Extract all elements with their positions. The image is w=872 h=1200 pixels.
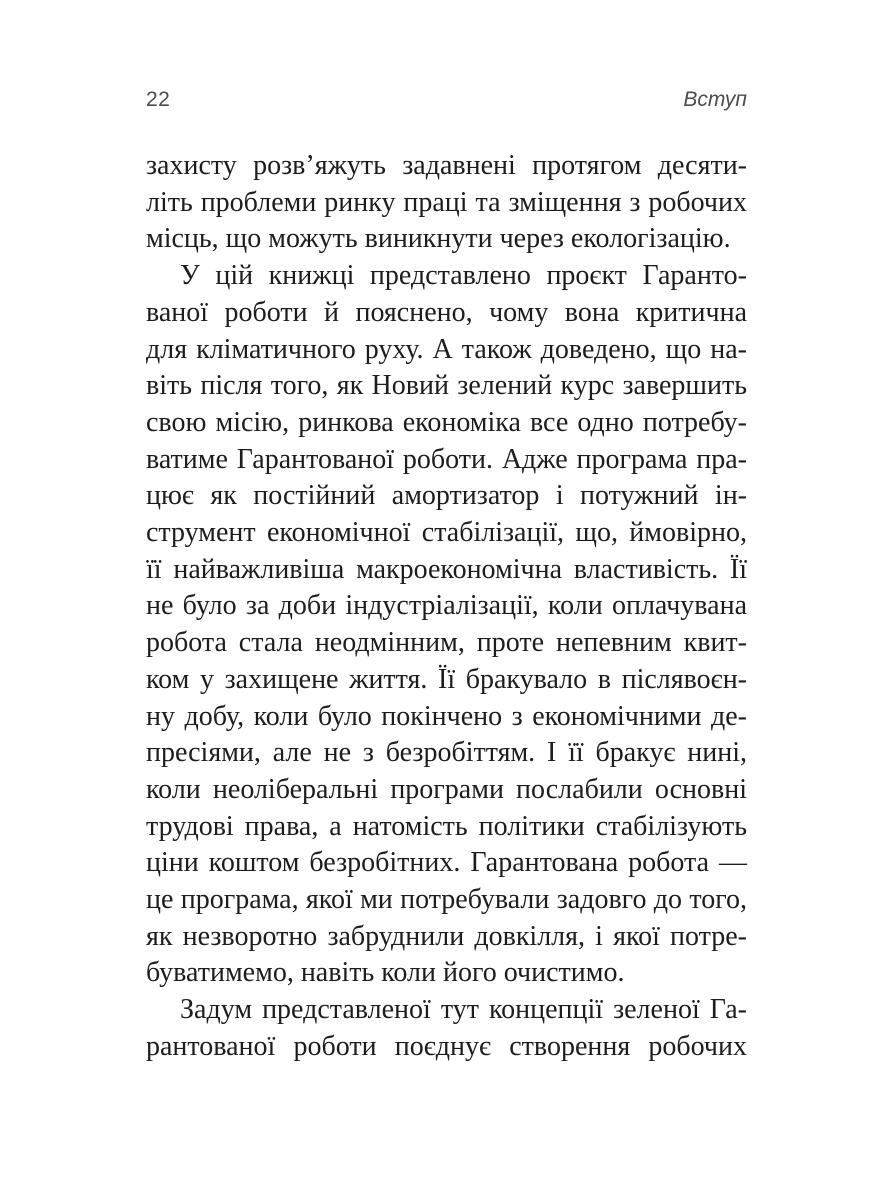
text-line: захисту розв’яжуть задавнені протягом десяти- (146, 150, 747, 181)
text-line: літь проблеми ринку праці та зміщення з робочих (146, 186, 747, 218)
text-line: для кліматичного руху. А також доведено, що на- (146, 333, 747, 365)
running-header (146, 88, 747, 112)
text-line: не було за доби індустріалізації, коли оплачувана (146, 590, 747, 622)
text-line: коли неоліберальні програми послабили основні (146, 773, 747, 805)
text-line: Задум представленої тут концепції зеленої Га- (180, 994, 747, 1026)
text-line: ну добу, коли було покінчено з економічними де- (146, 700, 747, 732)
text-line: її найважливіша макроекономічна властивість. Її (146, 553, 747, 585)
text-line: ком у захищене життя. Її бракувало в післявоєн- (146, 663, 747, 695)
paragraph (146, 992, 747, 1065)
paragraph (146, 148, 747, 258)
text-line: У цій книжці представлено проєкт Гаранто- (180, 260, 747, 292)
text-line: ціни коштом безробітних. Гарантована робота — (146, 847, 747, 879)
text-line: пресіями, але не з безробіттям. І її бракує нині, (146, 737, 747, 769)
text-line: робота стала неодмінним, проте непевним квит- (146, 627, 747, 659)
text-line: струмент економічної стабілізації, що, ймовірно, (146, 517, 747, 549)
text-line: місць, що можуть виникнути через екологізацію. (146, 223, 731, 255)
text-line: ваної роботи й пояснено, чому вона критична (146, 296, 747, 328)
text-line: це програма, якої ми потребували задовго до того, (146, 884, 747, 916)
text-line: ватиме Гарантованої роботи. Адже програма пра- (146, 443, 747, 475)
text-line: трудові права, а натомість політики стабілізують (146, 810, 747, 842)
text-line: свою місію, ринкова економіка все одно потребу- (146, 406, 747, 438)
page-number: 22 (146, 88, 171, 111)
text-line: як незворотно забруднили довкілля, і якої потре- (146, 920, 747, 952)
text-line: буватимемо, навіть коли його очистимо. (146, 957, 625, 989)
text-line: цює як постійний амортизатор і потужний ін- (146, 480, 747, 512)
page-body-text (146, 148, 747, 1066)
paragraph (146, 258, 747, 992)
text-line: рантованої роботи поєднує створення робочих (146, 1030, 747, 1062)
text-line: віть після того, як Новий зелений курс завершить (146, 370, 747, 402)
chapter-running-title: Вступ (683, 88, 747, 111)
